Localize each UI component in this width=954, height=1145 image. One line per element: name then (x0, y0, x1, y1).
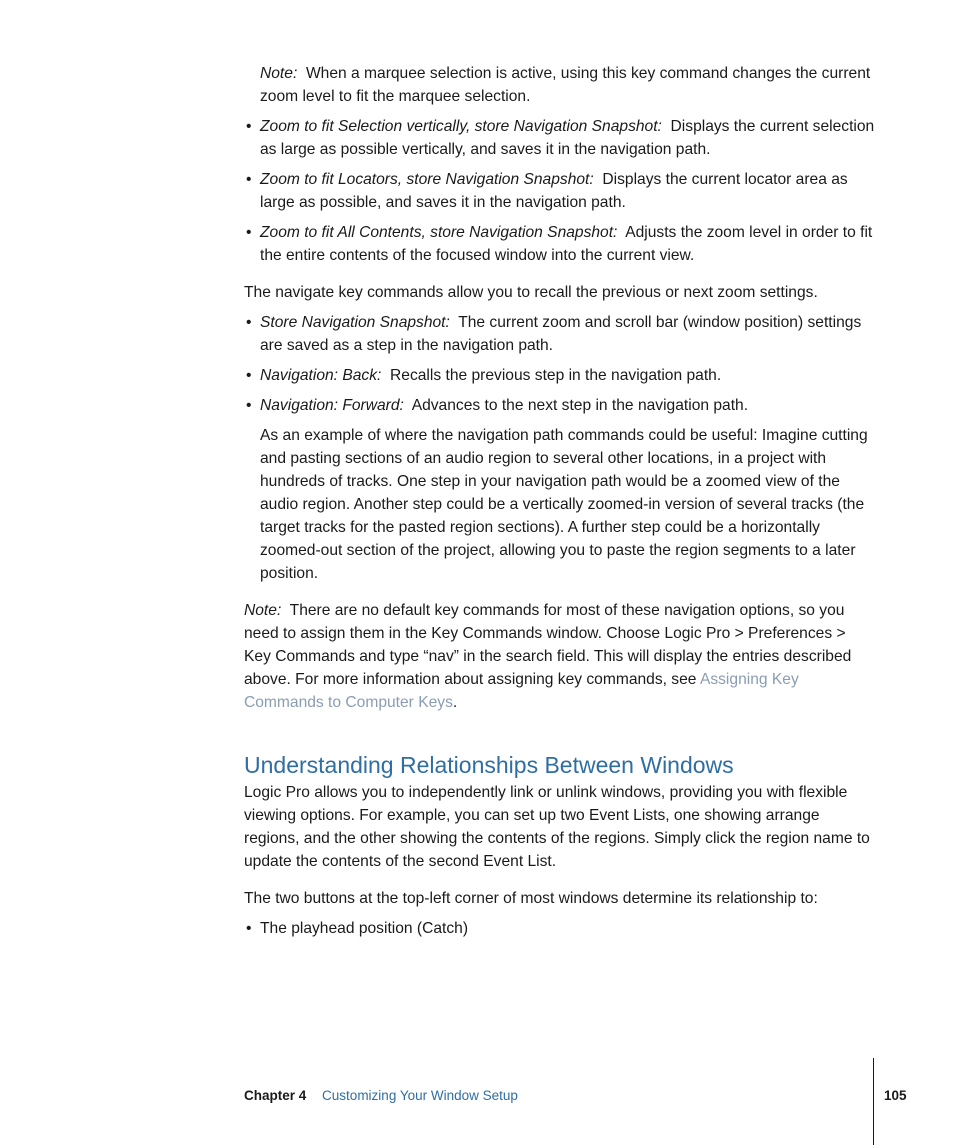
list-item (244, 168, 876, 214)
section-heading: Understanding Relationships Between Windows (244, 752, 734, 778)
note-label: Note: (244, 602, 282, 619)
item-term: Navigation: Back: (260, 367, 382, 384)
bullet-icon: • (246, 171, 252, 188)
list-item (244, 394, 876, 417)
list-item (244, 311, 876, 357)
footer-chapter-title[interactable]: Customizing Your Window Setup (322, 1088, 518, 1103)
bullet-icon: • (246, 314, 252, 331)
item-desc: The current zoom and scroll bar (window position) settings are saved as a step in the navigation path. (260, 314, 862, 354)
bullet-icon: • (246, 367, 252, 384)
example-paragraph: As an example of where the navigation path commands could be useful: Imagine cutting and pasting sections of an audio region to several other locations, in a project with hundreds of tracks. One step in your navigation path would be a zoomed view of the audio region. Another step could be a vertically zoomed-in version of several tracks (the target tracks for the pasted region sections). A further step could be a horizontally zoomed-out section of the project, allowing you to paste the region segments to a later position. (260, 427, 868, 582)
section-paragraph: The two buttons at the top-left corner of most windows determine its relationship to: (244, 890, 818, 907)
bullet-icon: • (246, 118, 252, 135)
list-item (244, 917, 876, 940)
bullet-icon: • (246, 920, 252, 937)
note-end: . (452, 694, 458, 711)
item-desc: Displays the current locator area as large as possible, and saves it in the navigation path. (260, 171, 848, 211)
note-text: There are no default key commands for most of these navigation options, so you need to assign them in the Key Commands window. Choose Logic Pro > Preferences > Key Commands and type “nav” in the search field. This will display the entries described above. For more information about assigning key commands, see (244, 602, 852, 688)
note-key-commands (244, 599, 876, 714)
navigate-intro: The navigate key commands allow you to recall the previous or next zoom settings. (244, 284, 818, 301)
bullet-icon: • (246, 397, 252, 414)
item-term: Zoom to fit All Contents, store Navigation Snapshot: (260, 224, 618, 241)
item-desc: Adjusts the zoom level in order to fit the entire contents of the focused window into the current view. (260, 224, 873, 264)
item-desc: Advances to the next step in the navigation path. (411, 397, 749, 414)
footer-chapter: Chapter 4 (244, 1088, 307, 1103)
section-paragraph: Logic Pro allows you to independently link or unlink windows, providing you with flexible viewing options. For example, you can set up two Event Lists, one showing arrange regions, and the other showing the contents of the regions. Simply click the region name to update the contents of the second Event List. (244, 784, 870, 870)
item-term: Zoom to fit Locators, store Navigation Snapshot: (260, 171, 594, 188)
list-item (244, 221, 876, 267)
list-item (244, 115, 876, 161)
item-desc: Recalls the previous step in the navigation path. (390, 367, 722, 384)
note-marquee (260, 62, 876, 108)
item-desc: Displays the current selection as large as possible vertically, and saves it in the navigation path. (260, 118, 875, 158)
link-assigning-key-commands[interactable]: Assigning Key Commands to Computer Keys (244, 671, 799, 711)
page-number: 105 (884, 1088, 907, 1103)
item-desc: The playhead position (Catch) (260, 920, 469, 937)
bullet-icon: • (246, 224, 252, 241)
item-term: Zoom to fit Selection vertically, store Navigation Snapshot: (260, 118, 662, 135)
item-term: Navigation: Forward: (260, 397, 404, 414)
item-term: Store Navigation Snapshot: (260, 314, 450, 331)
note-text: When a marquee selection is active, using this key command changes the current zoom level to fit the marquee selection. (260, 65, 871, 105)
footer-divider (873, 1058, 874, 1145)
note-label: Note: (260, 65, 298, 82)
page-footer (244, 1087, 518, 1105)
list-item (244, 364, 876, 387)
